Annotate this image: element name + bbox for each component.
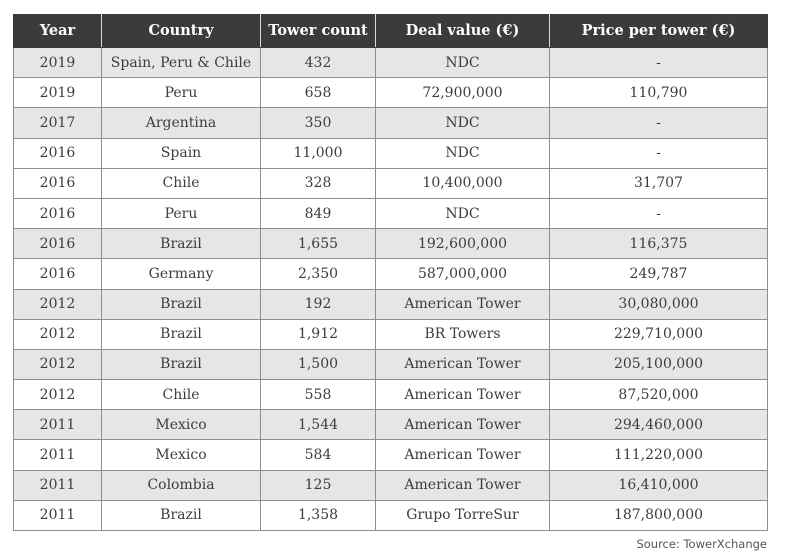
cell-price-per-tower: - — [550, 138, 768, 168]
cell-price-per-tower: 110,790 — [550, 78, 768, 108]
cell-deal-value: NDC — [376, 138, 550, 168]
table-row — [14, 349, 768, 379]
table-row — [14, 108, 768, 138]
table-row — [14, 500, 768, 530]
cell-year: 2017 — [14, 108, 102, 138]
cell-country: Brazil — [102, 289, 261, 319]
cell-price-per-tower: 111,220,000 — [550, 440, 768, 470]
cell-deal-value: American Tower — [376, 289, 550, 319]
cell-country: Spain — [102, 138, 261, 168]
table-row — [14, 259, 768, 289]
cell-country: Brazil — [102, 500, 261, 530]
table-row — [14, 229, 768, 259]
cell-deal-value: BR Towers — [376, 319, 550, 349]
cell-year: 2011 — [14, 410, 102, 440]
cell-deal-value: American Tower — [376, 349, 550, 379]
cell-tower-count: 849 — [261, 198, 376, 228]
cell-price-per-tower: 249,787 — [550, 259, 768, 289]
cell-country: Chile — [102, 168, 261, 198]
tower-deals-table — [13, 14, 768, 531]
cell-price-per-tower: 87,520,000 — [550, 380, 768, 410]
cell-tower-count: 432 — [261, 48, 376, 78]
cell-tower-count: 11,000 — [261, 138, 376, 168]
cell-price-per-tower: - — [550, 198, 768, 228]
cell-country: Spain, Peru & Chile — [102, 48, 261, 78]
cell-year: 2012 — [14, 380, 102, 410]
cell-deal-value: American Tower — [376, 440, 550, 470]
cell-tower-count: 658 — [261, 78, 376, 108]
cell-price-per-tower: 229,710,000 — [550, 319, 768, 349]
cell-price-per-tower: 187,800,000 — [550, 500, 768, 530]
cell-price-per-tower: 30,080,000 — [550, 289, 768, 319]
cell-deal-value: American Tower — [376, 470, 550, 500]
tower-deals-table-container — [13, 14, 767, 531]
cell-tower-count: 125 — [261, 470, 376, 500]
cell-year: 2012 — [14, 349, 102, 379]
cell-year: 2016 — [14, 259, 102, 289]
table-row — [14, 289, 768, 319]
cell-year: 2016 — [14, 168, 102, 198]
cell-deal-value: 10,400,000 — [376, 168, 550, 198]
cell-tower-count: 328 — [261, 168, 376, 198]
cell-country: Mexico — [102, 410, 261, 440]
cell-price-per-tower: 205,100,000 — [550, 349, 768, 379]
table-row — [14, 410, 768, 440]
cell-deal-value: 192,600,000 — [376, 229, 550, 259]
table-row — [14, 168, 768, 198]
cell-year: 2016 — [14, 138, 102, 168]
cell-tower-count: 1,500 — [261, 349, 376, 379]
cell-country: Argentina — [102, 108, 261, 138]
header-country: Country — [102, 14, 261, 48]
cell-year: 2011 — [14, 440, 102, 470]
cell-country: Chile — [102, 380, 261, 410]
cell-price-per-tower: 294,460,000 — [550, 410, 768, 440]
cell-country: Germany — [102, 259, 261, 289]
table-row — [14, 78, 768, 108]
table-body — [14, 48, 768, 531]
cell-country: Brazil — [102, 349, 261, 379]
cell-deal-value: 72,900,000 — [376, 78, 550, 108]
cell-price-per-tower: 16,410,000 — [550, 470, 768, 500]
header-deal-value: Deal value (€) — [376, 14, 550, 48]
table-row — [14, 470, 768, 500]
cell-country: Brazil — [102, 229, 261, 259]
cell-tower-count: 1,358 — [261, 500, 376, 530]
cell-deal-value: NDC — [376, 48, 550, 78]
cell-tower-count: 558 — [261, 380, 376, 410]
cell-tower-count: 1,912 — [261, 319, 376, 349]
cell-price-per-tower: - — [550, 48, 768, 78]
table-row — [14, 380, 768, 410]
cell-year: 2012 — [14, 319, 102, 349]
cell-deal-value: 587,000,000 — [376, 259, 550, 289]
cell-deal-value: American Tower — [376, 380, 550, 410]
header-year: Year — [14, 14, 102, 48]
cell-year: 2011 — [14, 500, 102, 530]
cell-country: Brazil — [102, 319, 261, 349]
table-header-row — [14, 14, 768, 48]
header-price-per-tower: Price per tower (€) — [550, 14, 768, 48]
table-row — [14, 319, 768, 349]
cell-country: Peru — [102, 78, 261, 108]
cell-country: Peru — [102, 198, 261, 228]
cell-tower-count: 192 — [261, 289, 376, 319]
cell-year: 2019 — [14, 78, 102, 108]
cell-price-per-tower: - — [550, 108, 768, 138]
table-row — [14, 138, 768, 168]
cell-price-per-tower: 116,375 — [550, 229, 768, 259]
cell-tower-count: 2,350 — [261, 259, 376, 289]
header-tower-count: Tower count — [261, 14, 376, 48]
cell-tower-count: 1,544 — [261, 410, 376, 440]
cell-tower-count: 1,655 — [261, 229, 376, 259]
cell-deal-value: NDC — [376, 108, 550, 138]
cell-price-per-tower: 31,707 — [550, 168, 768, 198]
cell-year: 2019 — [14, 48, 102, 78]
cell-deal-value: Grupo TorreSur — [376, 500, 550, 530]
table-row — [14, 48, 768, 78]
cell-year: 2012 — [14, 289, 102, 319]
table-row — [14, 440, 768, 470]
cell-country: Mexico — [102, 440, 261, 470]
cell-deal-value: NDC — [376, 198, 550, 228]
cell-year: 2016 — [14, 198, 102, 228]
source-note: Source: TowerXchange — [636, 537, 767, 551]
cell-country: Colombia — [102, 470, 261, 500]
cell-year: 2016 — [14, 229, 102, 259]
cell-tower-count: 584 — [261, 440, 376, 470]
table-row — [14, 198, 768, 228]
cell-tower-count: 350 — [261, 108, 376, 138]
cell-year: 2011 — [14, 470, 102, 500]
cell-deal-value: American Tower — [376, 410, 550, 440]
